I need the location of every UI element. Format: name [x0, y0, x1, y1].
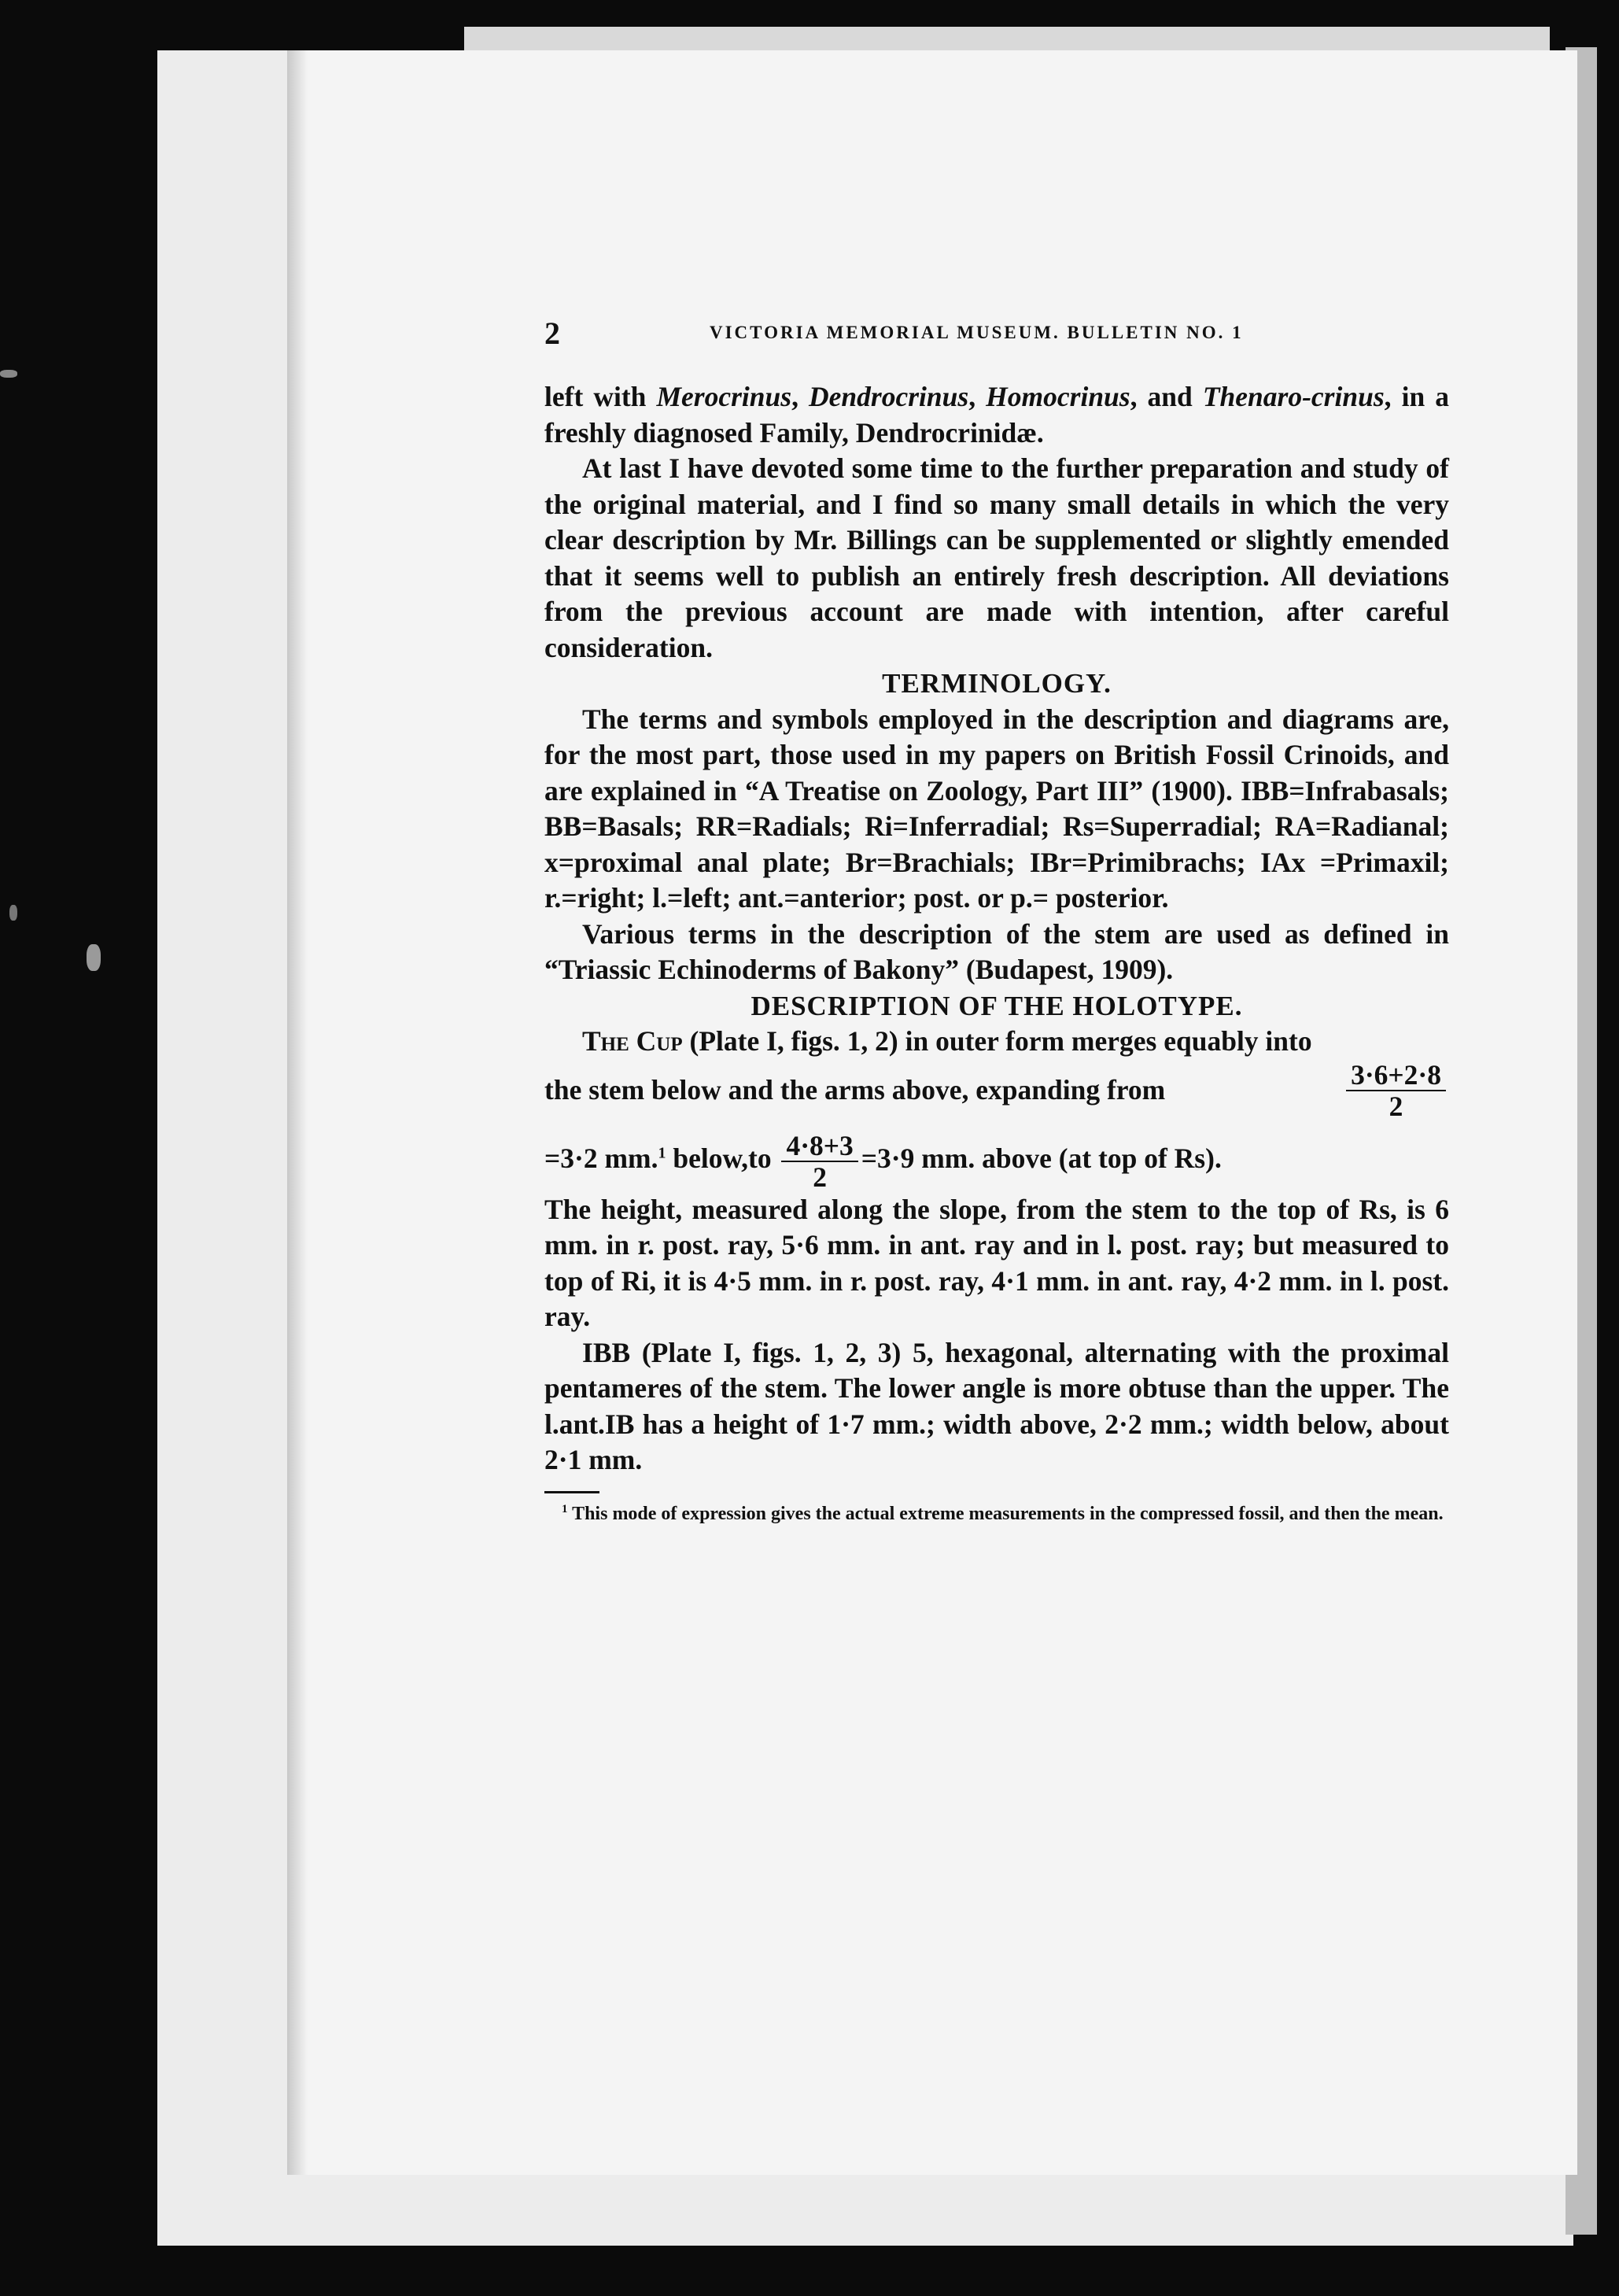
cup-line-3: =3·2 mm.$^1$ below,to $\frac{4\cdot 8+3}{2}$ =3·9 mm. above (at top of Rs).: [544, 1129, 1222, 1193]
cup-label: The Cup: [582, 1025, 683, 1057]
intro-paragraph: left with Merocrinus, Dendrocrinus, Homocrinus, and Thenaro-crinus, in a freshly diagnosed Family, Dendrocrinidæ.: [544, 381, 1450, 448]
heading-description: DESCRIPTION OF THE HOLOTYPE.: [750, 990, 1243, 1021]
heading-terminology: TERMINOLOGY.: [882, 668, 1112, 699]
scan-speck: [87, 944, 101, 971]
cup-line-1: The Cup (Plate I, figs. 1, 2) in outer form merges equably into: [582, 1025, 1312, 1057]
paragraph-terminology: The terms and symbols employed in the description and diagrams are, for the most part, those used in my papers on British Fossil Crinoids, and are explained in “A Treatise on Zoology, Part III” (1900). IBB=Infrabasals; BB=Basals; RR=Radials; Ri=Inferradial; Rs=Superradial; RA=Radianal; x=proximal anal plate; Br=Brachials; IBr=Primibrachs; IAx =Primaxil; r.=right; l.=left; ant.=anterior; post. or p.= posterior.: [544, 703, 1449, 914]
footnote-rule: [544, 1491, 599, 1493]
paragraph-preparation: At last I have devoted some time to the further preparation and study of the original material, and I find so many small details in which the very clear description by Mr. Billings can be supplemented or slightly emended that it seems well to publish an entirely fresh description. All deviations from the previous account are made with intention, after careful consideration.: [544, 452, 1449, 663]
page-number: 2: [544, 316, 560, 351]
footnote: $^1$ This mode of expression gives the actual extreme measurements in the compressed fossil, and then the mean.: [562, 1502, 1444, 1524]
cup-line-2: the stem below and the arms above, expanding from $\frac{3\cdot 6+2\cdot 8}{2}$: [544, 1060, 1449, 1121]
page-edge: [287, 50, 308, 2175]
cup-height-paragraph: The height, measured along the slope, from the stem to the top of Rs, is 6 mm. in r. post. ray, 5·6 mm. in ant. ray and in l. post. ray; but measured to top of Ri, it is 4·5 mm. in r. post. ray, 4·1 mm. in ant. ray, 4·2 mm. in l. post. ray.: [544, 1193, 1449, 1332]
scan-speck: [0, 370, 17, 378]
footnote-reference: 1: [658, 1143, 666, 1161]
fraction-upper: $\frac{4\cdot 8+3}{2}$: [781, 1131, 857, 1192]
scan-top-band: [464, 27, 1550, 54]
paragraph-stem-terms: Various terms in the description of the stem are used as defined in “Triassic Echinoderms of Bakony” (Budapest, 1909).: [544, 917, 1449, 985]
page-body: [544, 379, 1449, 1525]
scan-speck: [9, 905, 17, 921]
running-header: [544, 315, 1449, 362]
running-title: VICTORIA MEMORIAL MUSEUM. BULLETIN NO. 1: [710, 323, 1244, 342]
paragraph-ibb: IBB (Plate I, figs. 1, 2, 3) 5, hexagonal, alternating with the proximal pentameres of the stem. The lower angle is more obtuse than the upper. The l.ant.IB has a height of 1·7 mm.; width above, 2·2 mm.; width below, about 2·1 mm.: [544, 1336, 1449, 1475]
fraction-lower: $\frac{3\cdot 6+2\cdot 8}{2}$: [1346, 1060, 1446, 1121]
